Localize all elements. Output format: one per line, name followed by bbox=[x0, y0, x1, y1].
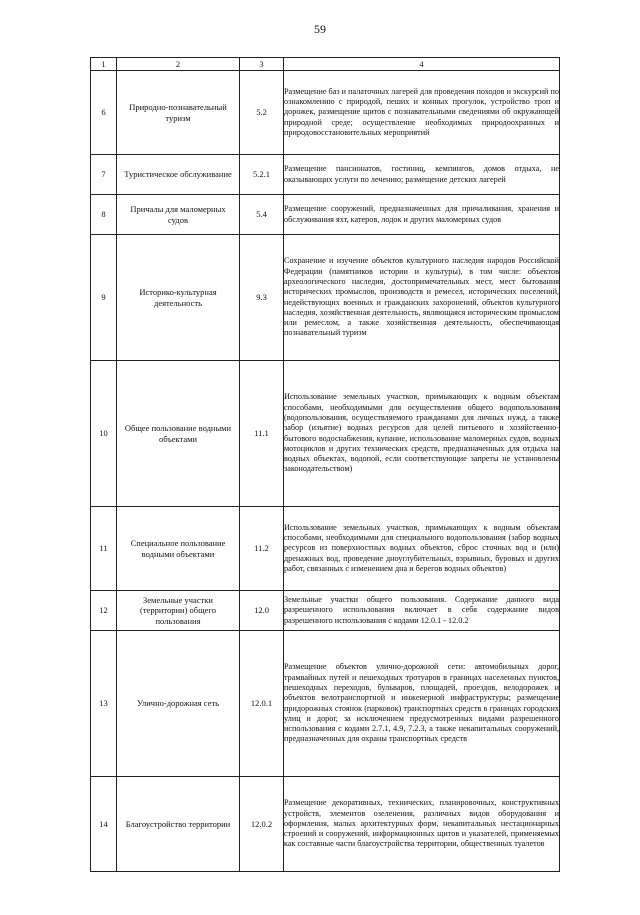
use-type-description: Использование земельных участков, примыкающих к водным объектам способами, необходимыми для осуществления общего водопользования (водопользования, осуществляемого гражданами для личных нужд, а также забор (изъятие) водных ресурсов для целей питьевого и хозяйственно-бытового водоснабжения, купание, использование маломерных судов, водных мотоциклов и других технических средств, предназначенных для отдыха на водных объектах, водопой, если соответствующие запреты не установлены законодательством) bbox=[284, 361, 560, 507]
use-type-name-text: Улично-дорожная сеть bbox=[136, 698, 220, 709]
table-row bbox=[91, 631, 560, 777]
use-type-code: 5.2 bbox=[240, 71, 284, 155]
use-type-name-text: Историко-культурная деятельность bbox=[139, 287, 217, 308]
use-type-name bbox=[117, 507, 240, 591]
use-type-description: Размещение объектов улично-дорожной сети: автомобильных дорог, трамвайных путей и пешеходных тротуаров в границах населенных пунктов, пешеходных переходов, бульваров, площадей, проездов, велодорожек и объектов велотранспортной и инженерной инфраструктуры; размещение придорожных стоянок (парковок) транспортных средств в границах городских улиц и дорог, за исключением предусмотренных видами разрешенного использования с кодами 2.7.1, 4.9, 7.2.3, а также некапитальных сооружений, предназначенных для охраны транспортных средств bbox=[284, 631, 560, 777]
row-number: 9 bbox=[91, 235, 117, 361]
use-type-description: Размещение сооружений, предназначенных для причаливания, хранения и обслуживания яхт, катеров, лодок и других маломерных судов bbox=[284, 195, 560, 235]
use-type-code: 5.2.1 bbox=[240, 155, 284, 195]
use-type-description: Сохранение и изучение объектов культурного наследия народов Российской Федерации (памятников истории и культуры), в том числе: объектов археологического наследия, достопримечательных мест, мест бытования исторических промыслов, производств и ремесел, исторических поселений, недействующих военных и гражданских захоронений, объектов культурного наследия, хозяйственная деятельность, являющаяся историческим промыслом или ремеслом, а также хозяйственная деятельность, обеспечивающая познавательный туризм bbox=[284, 235, 560, 361]
land-use-table bbox=[90, 57, 560, 872]
use-type-description: Размещение декоративных, технических, планировочных, конструктивных устройств, элементов озеленения, различных видов оборудования и оформления, малых архитектурных форм, некапитальных нестационарных строений и сооружений, информационных щитов и указателей, применяемых как составные части благоустройства территории, общественных туалетов bbox=[284, 777, 560, 872]
row-number: 13 bbox=[91, 631, 117, 777]
use-type-name-text: Туристическое обслуживание bbox=[124, 169, 232, 180]
row-number: 11 bbox=[91, 507, 117, 591]
use-type-name-text: Причалы для маломерных судов bbox=[130, 204, 226, 225]
table-row bbox=[91, 195, 560, 235]
use-type-name-text: Общее пользование водными объектами bbox=[124, 423, 232, 444]
use-type-code: 12.0.1 bbox=[240, 631, 284, 777]
use-type-name bbox=[117, 591, 240, 631]
table-row bbox=[91, 507, 560, 591]
row-number: 10 bbox=[91, 361, 117, 507]
table-row bbox=[91, 71, 560, 155]
use-type-code: 11.1 bbox=[240, 361, 284, 507]
use-type-code: 12.0 bbox=[240, 591, 284, 631]
page-number: 59 bbox=[314, 22, 326, 36]
row-number: 12 bbox=[91, 591, 117, 631]
use-type-description: Земельные участки общего пользования. Содержание данного вида разрешенного использования включает в себя содержание видов разрешенного использования с кодами 12.0.1 - 12.0.2 bbox=[284, 591, 560, 631]
row-number: 6 bbox=[91, 71, 117, 155]
use-type-name bbox=[117, 777, 240, 872]
use-type-name-text: Природно-познавательный туризм bbox=[129, 102, 227, 123]
use-type-description: Размещение пансионатов, гостиниц, кемпингов, домов отдыха, не оказывающих услуги по лечению; размещение детских лагерей bbox=[284, 155, 560, 195]
row-number: 8 bbox=[91, 195, 117, 235]
use-type-name bbox=[117, 155, 240, 195]
use-type-description: Размещение баз и палаточных лагерей для проведения походов и экскурсий по ознакомлению с природой, пеших и конных прогулок, устройство троп и дорожек, размещение щитов с познавательными сведениями об окружающей природной среде; осуществление необходимых природоохранных и природовосстановительных мероприятий bbox=[284, 71, 560, 155]
use-type-name bbox=[117, 235, 240, 361]
row-number: 7 bbox=[91, 155, 117, 195]
header-col-4: 4 bbox=[284, 58, 560, 71]
table-body bbox=[91, 58, 560, 872]
use-type-name-text: Специальное пользование водными объектами bbox=[130, 538, 226, 559]
use-type-code: 12.0.2 bbox=[240, 777, 284, 872]
header-col-1: 1 bbox=[91, 58, 117, 71]
use-type-code: 5.4 bbox=[240, 195, 284, 235]
header-col-3: 3 bbox=[240, 58, 284, 71]
use-type-name bbox=[117, 195, 240, 235]
use-type-code: 9.3 bbox=[240, 235, 284, 361]
table-row bbox=[91, 155, 560, 195]
use-type-name-text: Земельные участки (территории) общего пользования bbox=[140, 594, 216, 626]
table-row bbox=[91, 235, 560, 361]
use-type-name bbox=[117, 631, 240, 777]
table-row bbox=[91, 777, 560, 872]
table-header-row bbox=[91, 58, 560, 71]
table-row bbox=[91, 591, 560, 631]
table-row bbox=[91, 361, 560, 507]
use-type-code: 11.2 bbox=[240, 507, 284, 591]
use-type-name bbox=[117, 71, 240, 155]
use-type-name-text: Благоустройство территории bbox=[125, 818, 231, 829]
use-type-name bbox=[117, 361, 240, 507]
use-type-description: Использование земельных участков, примыкающих к водным объектам способами, необходимыми для специального водопользования (забор водных ресурсов из поверхностных водных объектов, сброс сточных вод и (или) дренажных вод, проведение дноуглубительных, взрывных, буровых и других работ, связанных с изменением дна и берегов водных объектов) bbox=[284, 507, 560, 591]
row-number: 14 bbox=[91, 777, 117, 872]
header-col-2: 2 bbox=[117, 58, 240, 71]
